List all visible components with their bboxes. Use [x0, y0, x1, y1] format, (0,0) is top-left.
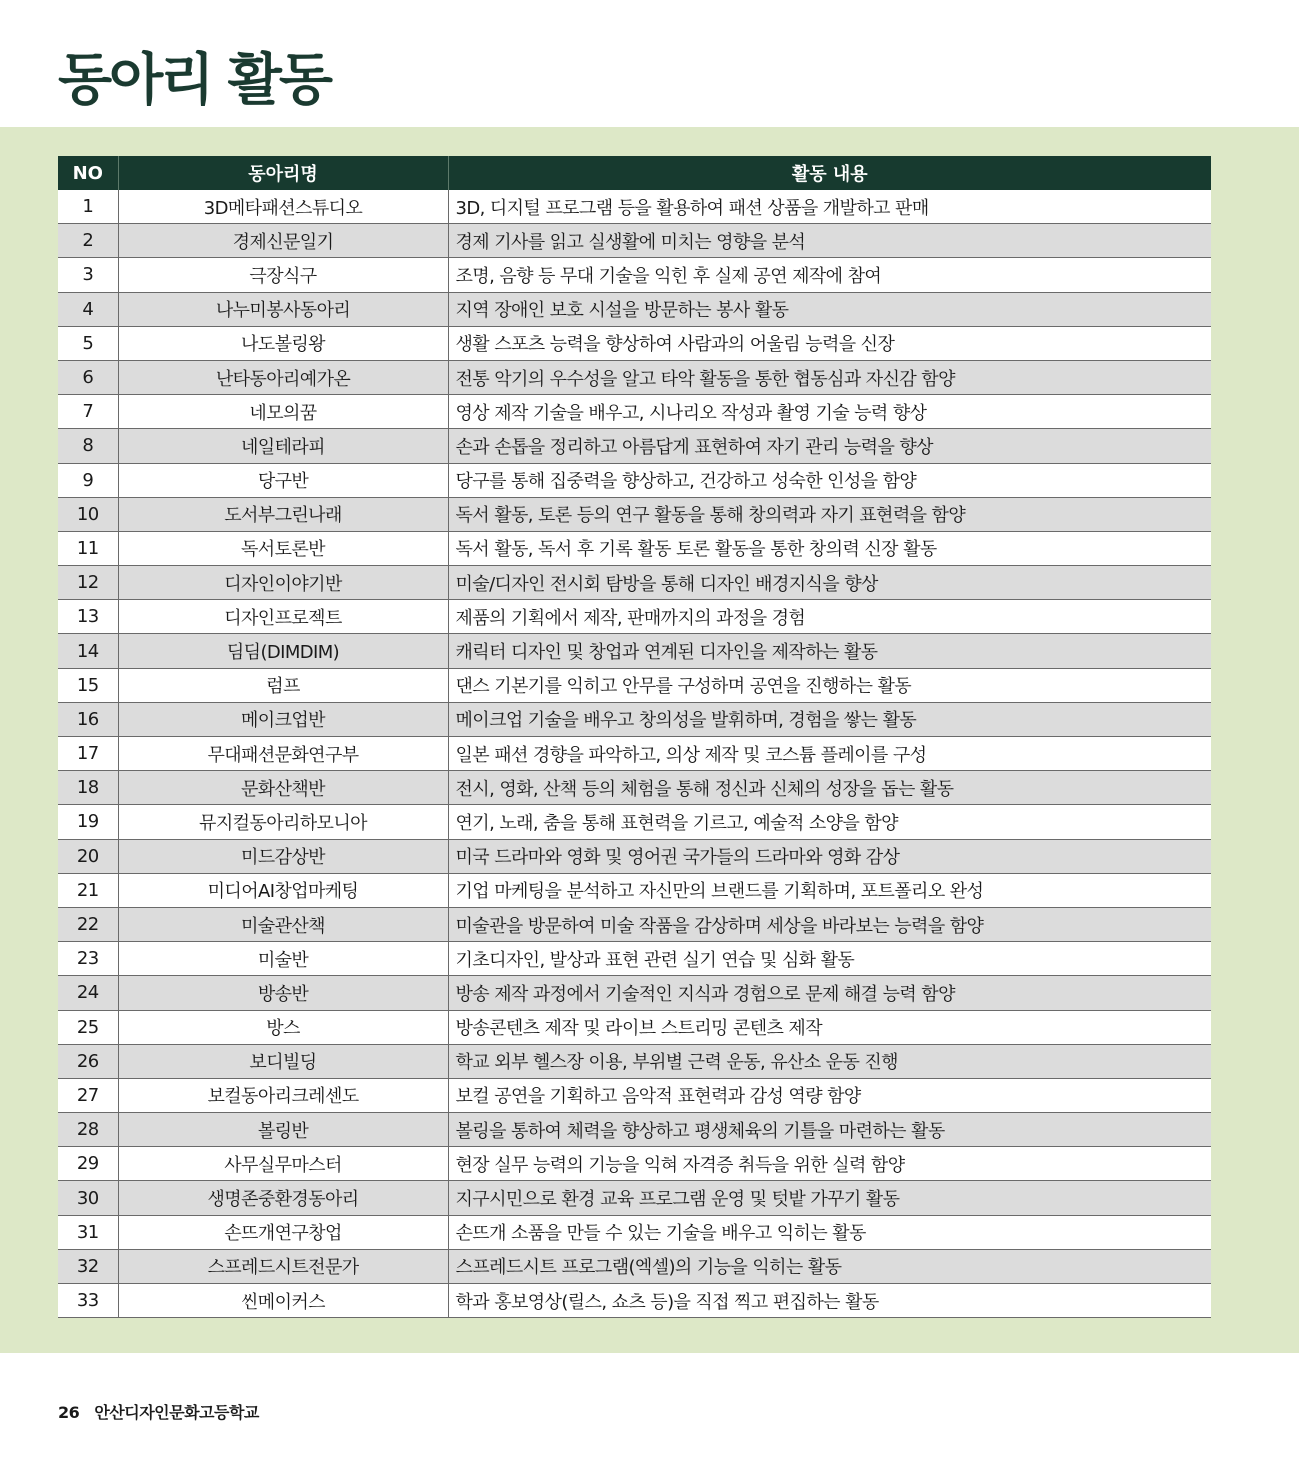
club-name: 네일테라피: [118, 429, 448, 463]
table-row: [58, 190, 1211, 224]
table-row: [58, 497, 1211, 531]
table-row: [58, 429, 1211, 463]
club-name: 미디어AI창업마케팅: [118, 873, 448, 907]
activity-description: 독서 활동, 독서 후 기록 활동 토론 활동을 통한 창의력 신장 활동: [448, 531, 1211, 565]
row-number: 27: [58, 1078, 118, 1112]
header-no: NO: [58, 156, 118, 190]
club-name: 당구반: [118, 463, 448, 497]
row-number: 20: [58, 839, 118, 873]
club-name: 무대패션문화연구부: [118, 737, 448, 771]
activity-description: 기초디자인, 발상과 표현 관련 실기 연습 및 심화 활동: [448, 942, 1211, 976]
table-row: [58, 702, 1211, 736]
table-row: [58, 805, 1211, 839]
table-row: [58, 942, 1211, 976]
club-name: 난타동아리예가온: [118, 360, 448, 394]
row-number: 25: [58, 1010, 118, 1044]
activity-description: 지역 장애인 보호 시설을 방문하는 봉사 활동: [448, 292, 1211, 326]
activity-description: 지구시민으로 환경 교육 프로그램 운영 및 텃밭 가꾸기 활동: [448, 1181, 1211, 1215]
activity-description: 3D, 디지털 프로그램 등을 활용하여 패션 상품을 개발하고 판매: [448, 190, 1211, 224]
row-number: 8: [58, 429, 118, 463]
club-name: 방스: [118, 1010, 448, 1044]
row-number: 4: [58, 292, 118, 326]
table-row: [58, 873, 1211, 907]
activity-description: 캐릭터 디자인 및 창업과 연계된 디자인을 제작하는 활동: [448, 634, 1211, 668]
table-row: [58, 1147, 1211, 1181]
row-number: 24: [58, 976, 118, 1010]
row-number: 33: [58, 1284, 118, 1318]
activity-description: 제품의 기획에서 제작, 판매까지의 과정을 경험: [448, 600, 1211, 634]
header-activity: 활동 내용: [448, 156, 1211, 190]
row-number: 32: [58, 1249, 118, 1283]
table-row: [58, 668, 1211, 702]
club-name: 씬메이커스: [118, 1284, 448, 1318]
club-name: 사무실무마스터: [118, 1147, 448, 1181]
row-number: 30: [58, 1181, 118, 1215]
club-name: 보디빌딩: [118, 1044, 448, 1078]
row-number: 11: [58, 531, 118, 565]
club-name: 스프레드시트전문가: [118, 1249, 448, 1283]
row-number: 5: [58, 326, 118, 360]
row-number: 2: [58, 224, 118, 258]
table-row: [58, 258, 1211, 292]
club-name: 메이크업반: [118, 702, 448, 736]
row-number: 7: [58, 395, 118, 429]
table-row: [58, 531, 1211, 565]
activity-description: 영상 제작 기술을 배우고, 시나리오 작성과 촬영 기술 능력 향상: [448, 395, 1211, 429]
table-row: [58, 737, 1211, 771]
table-row: [58, 292, 1211, 326]
activity-description: 미국 드라마와 영화 및 영어권 국가들의 드라마와 영화 감상: [448, 839, 1211, 873]
club-name: 경제신문일기: [118, 224, 448, 258]
row-number: 13: [58, 600, 118, 634]
club-name: 나도볼링왕: [118, 326, 448, 360]
activity-description: 기업 마케팅을 분석하고 자신만의 브랜드를 기획하며, 포트폴리오 완성: [448, 873, 1211, 907]
table-row: [58, 1078, 1211, 1112]
page-number: 26: [58, 1403, 80, 1422]
club-name: 나누미봉사동아리: [118, 292, 448, 326]
row-number: 21: [58, 873, 118, 907]
activity-description: 당구를 통해 집중력을 향상하고, 건강하고 성숙한 인성을 함양: [448, 463, 1211, 497]
table-row: [58, 1181, 1211, 1215]
table-row: [58, 839, 1211, 873]
school-name: 안산디자인문화고등학교: [94, 1403, 259, 1422]
club-name: 딤딤(DIMDIM): [118, 634, 448, 668]
club-name: 미술반: [118, 942, 448, 976]
activity-description: 댄스 기본기를 익히고 안무를 구성하며 공연을 진행하는 활동: [448, 668, 1211, 702]
club-name: 생명존중환경동아리: [118, 1181, 448, 1215]
row-number: 1: [58, 190, 118, 224]
table-row: [58, 360, 1211, 394]
activity-description: 경제 기사를 읽고 실생활에 미치는 영향을 분석: [448, 224, 1211, 258]
activity-description: 방송콘텐츠 제작 및 라이브 스트리밍 콘텐츠 제작: [448, 1010, 1211, 1044]
table-row: [58, 326, 1211, 360]
activity-description: 손뜨개 소품을 만들 수 있는 기술을 배우고 익히는 활동: [448, 1215, 1211, 1249]
table-row: [58, 224, 1211, 258]
row-number: 19: [58, 805, 118, 839]
club-name: 방송반: [118, 976, 448, 1010]
page-footer: [58, 1400, 259, 1423]
club-name: 도서부그린나래: [118, 497, 448, 531]
table-row: [58, 395, 1211, 429]
club-name: 럼프: [118, 668, 448, 702]
activity-description: 학교 외부 헬스장 이용, 부위별 근력 운동, 유산소 운동 진행: [448, 1044, 1211, 1078]
table-row: [58, 907, 1211, 941]
club-name: 미술관산책: [118, 907, 448, 941]
activity-description: 스프레드시트 프로그램(엑셀)의 기능을 익히는 활동: [448, 1249, 1211, 1283]
row-number: 17: [58, 737, 118, 771]
page-title: 동아리 활동: [58, 48, 330, 113]
row-number: 15: [58, 668, 118, 702]
activity-description: 볼링을 통하여 체력을 향상하고 평생체육의 기틀을 마련하는 활동: [448, 1113, 1211, 1147]
table-row: [58, 1284, 1211, 1318]
activity-description: 미술/디자인 전시회 탐방을 통해 디자인 배경지식을 향상: [448, 566, 1211, 600]
row-number: 23: [58, 942, 118, 976]
activity-description: 일본 패션 경향을 파악하고, 의상 제작 및 코스튬 플레이를 구성: [448, 737, 1211, 771]
table-body: [58, 190, 1211, 1318]
club-name: 미드감상반: [118, 839, 448, 873]
table-row: [58, 634, 1211, 668]
table-row: [58, 600, 1211, 634]
row-number: 14: [58, 634, 118, 668]
row-number: 28: [58, 1113, 118, 1147]
row-number: 3: [58, 258, 118, 292]
table-row: [58, 1249, 1211, 1283]
club-name: 보컬동아리크레센도: [118, 1078, 448, 1112]
row-number: 12: [58, 566, 118, 600]
activity-description: 조명, 음향 등 무대 기술을 익힌 후 실제 공연 제작에 참여: [448, 258, 1211, 292]
table-row: [58, 463, 1211, 497]
club-name: 디자인이야기반: [118, 566, 448, 600]
table-row: [58, 1044, 1211, 1078]
row-number: 9: [58, 463, 118, 497]
table-row: [58, 1010, 1211, 1044]
activity-description: 보컬 공연을 기획하고 음악적 표현력과 감성 역량 함양: [448, 1078, 1211, 1112]
club-name: 극장식구: [118, 258, 448, 292]
club-activity-table: [58, 156, 1211, 1318]
activity-description: 생활 스포츠 능력을 향상하여 사람과의 어울림 능력을 신장: [448, 326, 1211, 360]
club-name: 독서토론반: [118, 531, 448, 565]
row-number: 22: [58, 907, 118, 941]
content-panel: [0, 127, 1299, 1353]
row-number: 31: [58, 1215, 118, 1249]
row-number: 18: [58, 771, 118, 805]
club-name: 문화산책반: [118, 771, 448, 805]
table-row: [58, 976, 1211, 1010]
row-number: 26: [58, 1044, 118, 1078]
row-number: 6: [58, 360, 118, 394]
club-name: 네모의꿈: [118, 395, 448, 429]
table-row: [58, 1113, 1211, 1147]
club-name: 3D메타패션스튜디오: [118, 190, 448, 224]
activity-description: 미술관을 방문하여 미술 작품을 감상하며 세상을 바라보는 능력을 함양: [448, 907, 1211, 941]
activity-description: 연기, 노래, 춤을 통해 표현력을 기르고, 예술적 소양을 함양: [448, 805, 1211, 839]
table-row: [58, 566, 1211, 600]
club-name: 디자인프로젝트: [118, 600, 448, 634]
activity-description: 학과 홍보영상(릴스, 쇼츠 등)을 직접 찍고 편집하는 활동: [448, 1284, 1211, 1318]
activity-description: 전통 악기의 우수성을 알고 타악 활동을 통한 협동심과 자신감 함양: [448, 360, 1211, 394]
activity-description: 현장 실무 능력의 기능을 익혀 자격증 취득을 위한 실력 함양: [448, 1147, 1211, 1181]
table-row: [58, 771, 1211, 805]
activity-description: 손과 손톱을 정리하고 아름답게 표현하여 자기 관리 능력을 향상: [448, 429, 1211, 463]
table-row: [58, 1215, 1211, 1249]
row-number: 10: [58, 497, 118, 531]
activity-description: 메이크업 기술을 배우고 창의성을 발휘하며, 경험을 쌓는 활동: [448, 702, 1211, 736]
club-name: 손뜨개연구창업: [118, 1215, 448, 1249]
activity-description: 전시, 영화, 산책 등의 체험을 통해 정신과 신체의 성장을 돕는 활동: [448, 771, 1211, 805]
activity-description: 방송 제작 과정에서 기술적인 지식과 경험으로 문제 해결 능력 함양: [448, 976, 1211, 1010]
row-number: 29: [58, 1147, 118, 1181]
table-header-row: [58, 156, 1211, 190]
club-name: 뮤지컬동아리하모니아: [118, 805, 448, 839]
header-club-name: 동아리명: [118, 156, 448, 190]
club-name: 볼링반: [118, 1113, 448, 1147]
row-number: 16: [58, 702, 118, 736]
activity-description: 독서 활동, 토론 등의 연구 활동을 통해 창의력과 자기 표현력을 함양: [448, 497, 1211, 531]
